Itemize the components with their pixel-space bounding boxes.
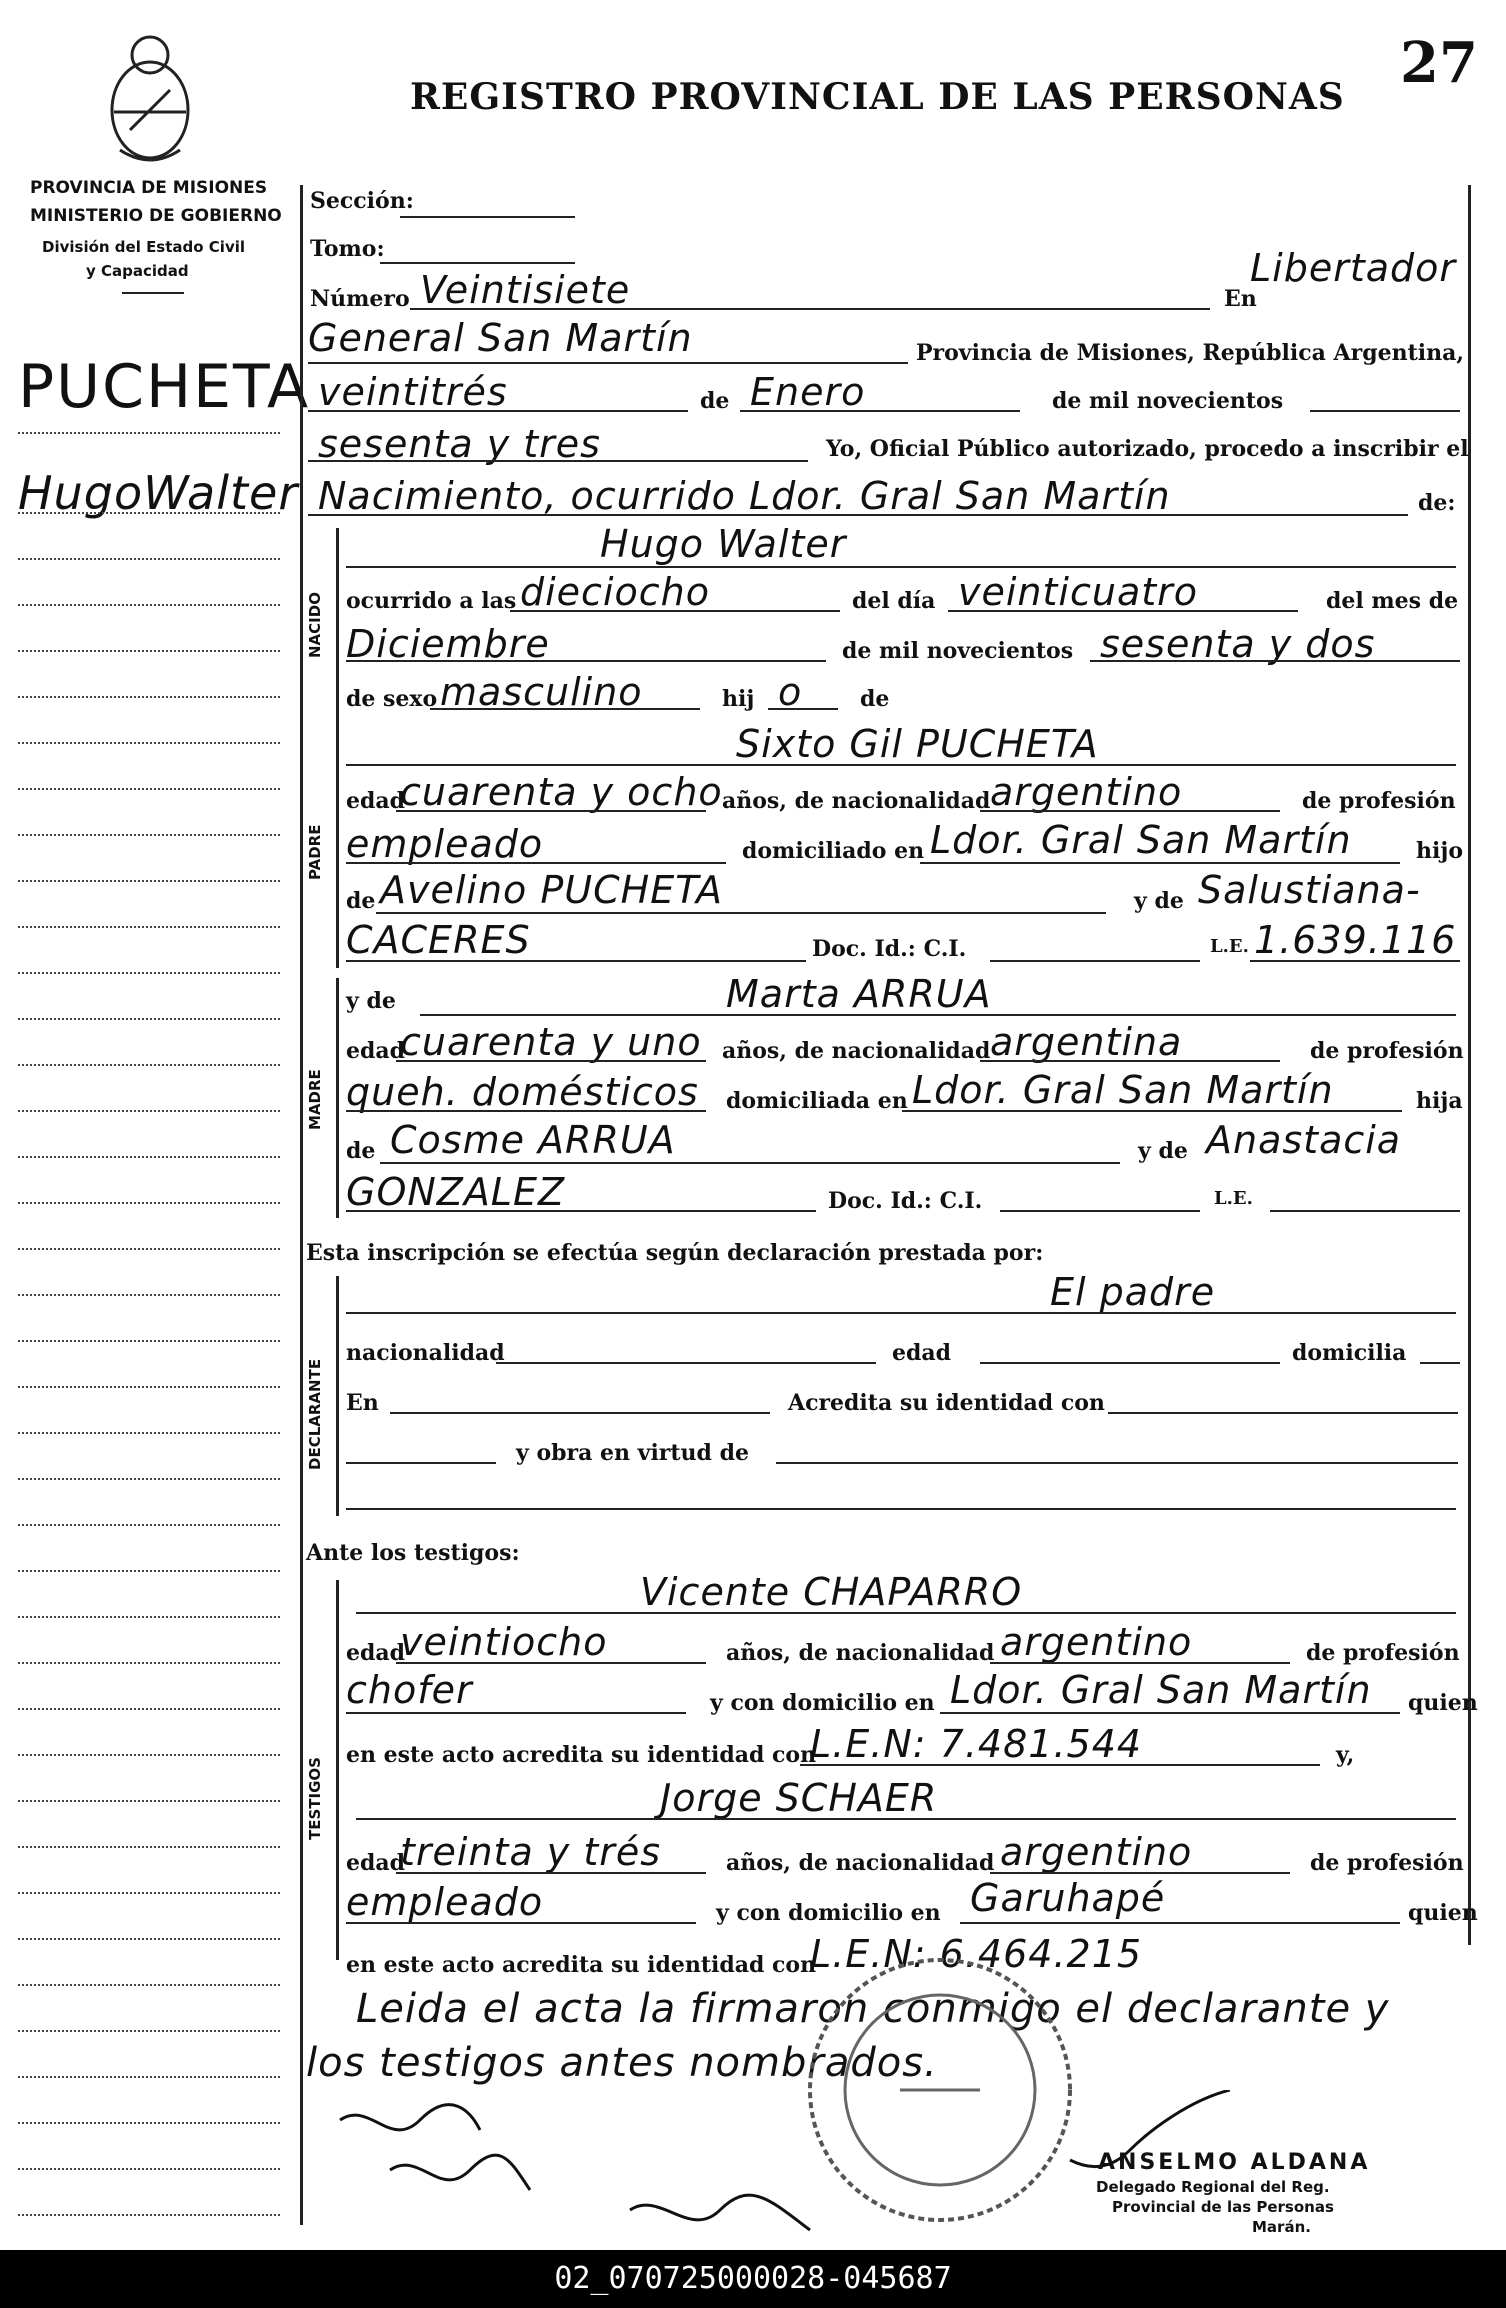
testigo-2-domicilio: Garuhapé bbox=[970, 1876, 1166, 1920]
value-lugar-2: General San Martín bbox=[308, 316, 693, 360]
label-en: En bbox=[1224, 286, 1257, 312]
label-edad-t1: edad bbox=[346, 1640, 406, 1666]
label-de-madre: de bbox=[346, 1138, 376, 1164]
label-y-t1: y, bbox=[1336, 1742, 1355, 1768]
madre-profesion: queh. domésticos bbox=[346, 1070, 699, 1114]
label-del-mes: del mes de bbox=[1326, 588, 1459, 614]
madre-madre-2: GONZALEZ bbox=[346, 1170, 566, 1214]
label-tomo: Tomo: bbox=[310, 236, 385, 262]
madre-madre-1: Anastacia bbox=[1206, 1118, 1402, 1162]
label-en-este-acto-t2: en este acto acredita su identidad con bbox=[346, 1952, 817, 1978]
nacido-anio: sesenta y dos bbox=[1100, 622, 1376, 666]
label-mil-novecientos: de mil novecientos bbox=[1052, 388, 1284, 414]
padre-padre: Avelino PUCHETA bbox=[380, 868, 723, 912]
padre-domicilio: Ldor. Gral San Martín bbox=[930, 818, 1352, 862]
value-acto: Nacimiento, ocurrido Ldor. Gral San Martín bbox=[318, 474, 1171, 518]
section-padre: PADRE bbox=[306, 824, 324, 880]
page-title: REGISTRO PROVINCIAL DE LAS PERSONAS bbox=[410, 76, 1345, 118]
label-y-de-padre: y de bbox=[1134, 888, 1184, 914]
label-mil-novecientos-2: de mil novecientos bbox=[842, 638, 1074, 664]
coat-of-arms-emblem bbox=[100, 30, 200, 170]
divider bbox=[122, 292, 184, 294]
label-de-padre: de bbox=[346, 888, 376, 914]
testigo-1-profesion: chofer bbox=[346, 1668, 473, 1712]
value-anio: sesenta y tres bbox=[318, 422, 601, 466]
nacido-dia: veinticuatro bbox=[958, 570, 1198, 614]
label-le-madre: L.E. bbox=[1214, 1188, 1253, 1209]
division-label: División del Estado Civil bbox=[42, 238, 246, 256]
padre-nacionalidad: argentino bbox=[990, 770, 1183, 814]
value-mes: Enero bbox=[750, 370, 866, 414]
value-lugar-1: Libertador bbox=[1250, 246, 1457, 290]
padre-edad: cuarenta y ocho bbox=[400, 770, 723, 814]
page-number: 27 bbox=[1400, 30, 1478, 96]
label-edad-madre: edad bbox=[346, 1038, 406, 1064]
nacido-mes: Diciembre bbox=[346, 622, 550, 666]
label-le-padre: L.E. bbox=[1210, 936, 1249, 957]
testigo-1-nacionalidad: argentino bbox=[1000, 1620, 1193, 1664]
label-domicilia: domicilia bbox=[1292, 1340, 1407, 1366]
testigo-2-edad: treinta y trés bbox=[400, 1830, 662, 1874]
label-en-este-acto-t1: en este acto acredita su identidad con bbox=[346, 1742, 817, 1768]
province-label: PROVINCIA DE MISIONES bbox=[30, 178, 268, 198]
label-ante-testigos: Ante los testigos: bbox=[306, 1540, 520, 1566]
value-numero: Veintisiete bbox=[420, 268, 631, 312]
label-profesion-padre: de profesión bbox=[1302, 788, 1456, 814]
label-nacionalidad-madre: años, de nacionalidad bbox=[722, 1038, 991, 1064]
margin-surname: PUCHETA bbox=[18, 352, 311, 422]
label-domicilio-t1: y con domicilio en bbox=[710, 1690, 935, 1716]
padre-le: 1.639.116 bbox=[1254, 918, 1457, 962]
madre-domicilio: Ldor. Gral San Martín bbox=[912, 1068, 1334, 1112]
label-de-colon: de: bbox=[1418, 490, 1456, 516]
section-declarante: DECLARANTE bbox=[306, 1358, 324, 1470]
label-quien-t2: quien bbox=[1408, 1900, 1478, 1926]
madre-nacionalidad: argentina bbox=[990, 1020, 1183, 1064]
official-role-3: Marán. bbox=[1252, 2218, 1311, 2236]
label-y-de-madre: y de bbox=[1138, 1138, 1188, 1164]
nacido-nombre: Hugo Walter bbox=[600, 522, 847, 566]
label-numero: Número bbox=[310, 286, 410, 312]
label-profesion-t1: de profesión bbox=[1306, 1640, 1460, 1666]
label-esta-inscripcion: Esta inscripción se efectúa según declaración prestada por: bbox=[306, 1240, 1044, 1266]
closing-line-2: los testigos antes nombrados. bbox=[306, 2040, 938, 2086]
testigo-1-domicilio: Ldor. Gral San Martín bbox=[950, 1668, 1372, 1712]
nacido-sexo: masculino bbox=[440, 670, 643, 714]
label-edad-t2: edad bbox=[346, 1850, 406, 1876]
label-hij: hij bbox=[722, 686, 755, 712]
form-left-border bbox=[300, 185, 303, 2225]
label-sexo: de sexo bbox=[346, 686, 438, 712]
label-domicilio-t2: y con domicilio en bbox=[716, 1900, 941, 1926]
padre-madre-1: Salustiana- bbox=[1198, 868, 1421, 912]
label-nacionalidad-padre: años, de nacionalidad bbox=[722, 788, 991, 814]
label-doc-madre: Doc. Id.: C.I. bbox=[828, 1188, 983, 1214]
label-provincia: Provincia de Misiones, República Argentina, bbox=[916, 340, 1465, 366]
label-de-hij: de bbox=[860, 686, 890, 712]
section-testigos: TESTIGOS bbox=[306, 1757, 324, 1840]
section-nacido: NACIDO bbox=[306, 592, 324, 658]
closing-line-1: Leida el acta la firmaron conmigo el declarante y bbox=[356, 1986, 1390, 2032]
label-domiciliado-padre: domiciliado en bbox=[742, 838, 925, 864]
margin-given-names: HugoWalter bbox=[18, 466, 299, 520]
label-hija: hija bbox=[1416, 1088, 1463, 1114]
signature-marks bbox=[330, 2090, 1230, 2270]
value-dia: veintitrés bbox=[318, 370, 508, 414]
testigo-2-documento: L.E.N: 6.464.215 bbox=[810, 1932, 1143, 1976]
document-id-footer: 02_070725000028-045687 bbox=[0, 2250, 1506, 2308]
official-role-2: Provincial de las Personas bbox=[1112, 2198, 1334, 2216]
madre-nombre: Marta ARRUA bbox=[726, 972, 992, 1016]
madre-padre: Cosme ARRUA bbox=[390, 1118, 676, 1162]
padre-madre-2: CACERES bbox=[346, 918, 531, 962]
label-y-de-madre-row: y de bbox=[346, 988, 396, 1014]
testigo-2-nombre: Jorge SCHAER bbox=[660, 1776, 938, 1820]
label-doc-padre: Doc. Id.: C.I. bbox=[812, 936, 967, 962]
label-edad-decl: edad bbox=[892, 1340, 952, 1366]
label-profesion-t2: de profesión bbox=[1310, 1850, 1464, 1876]
label-quien-t1: quien bbox=[1408, 1690, 1478, 1716]
declarante: El padre bbox=[1050, 1270, 1216, 1314]
section-madre: MADRE bbox=[306, 1069, 324, 1130]
testigo-1-documento: L.E.N: 7.481.544 bbox=[810, 1722, 1143, 1766]
label-acredita: Acredita su identidad con bbox=[788, 1390, 1105, 1416]
label-de-mes: de bbox=[700, 388, 730, 414]
label-obra-virtud: y obra en virtud de bbox=[516, 1440, 749, 1466]
label-nacionalidad-t2: años, de nacionalidad bbox=[726, 1850, 995, 1876]
testigo-1-nombre: Vicente CHAPARRO bbox=[640, 1570, 1023, 1614]
testigo-2-nacionalidad: argentino bbox=[1000, 1830, 1193, 1874]
nacido-hij-suffix: o bbox=[778, 670, 803, 714]
official-role-1: Delegado Regional del Reg. bbox=[1096, 2178, 1330, 2196]
padre-profesion: empleado bbox=[346, 822, 544, 866]
testigo-2-profesion: empleado bbox=[346, 1880, 544, 1924]
label-nacionalidad-decl: nacionalidad bbox=[346, 1340, 505, 1366]
ministry-label: MINISTERIO DE GOBIERNO bbox=[30, 206, 282, 226]
label-hijo: hijo bbox=[1416, 838, 1463, 864]
label-edad-padre: edad bbox=[346, 788, 406, 814]
label-ocurrido: ocurrido a las bbox=[346, 588, 517, 614]
madre-edad: cuarenta y uno bbox=[400, 1020, 702, 1064]
padre-nombre: Sixto Gil PUCHETA bbox=[736, 722, 1099, 766]
label-domiciliada-madre: domiciliada en bbox=[726, 1088, 908, 1114]
nacido-hora: dieciocho bbox=[520, 570, 710, 614]
label-yo-oficial: Yo, Oficial Público autorizado, procedo a inscribir el bbox=[826, 436, 1469, 462]
label-seccion: Sección: bbox=[310, 188, 414, 214]
label-en-decl: En bbox=[346, 1390, 379, 1416]
label-del-dia: del día bbox=[852, 588, 936, 614]
division-label-2: y Capacidad bbox=[86, 262, 189, 280]
label-profesion-madre: de profesión bbox=[1310, 1038, 1464, 1064]
label-nacionalidad-t1: años, de nacionalidad bbox=[726, 1640, 995, 1666]
official-name: ANSELMO ALDANA bbox=[1098, 2150, 1371, 2175]
testigo-1-edad: veintiocho bbox=[400, 1620, 608, 1664]
